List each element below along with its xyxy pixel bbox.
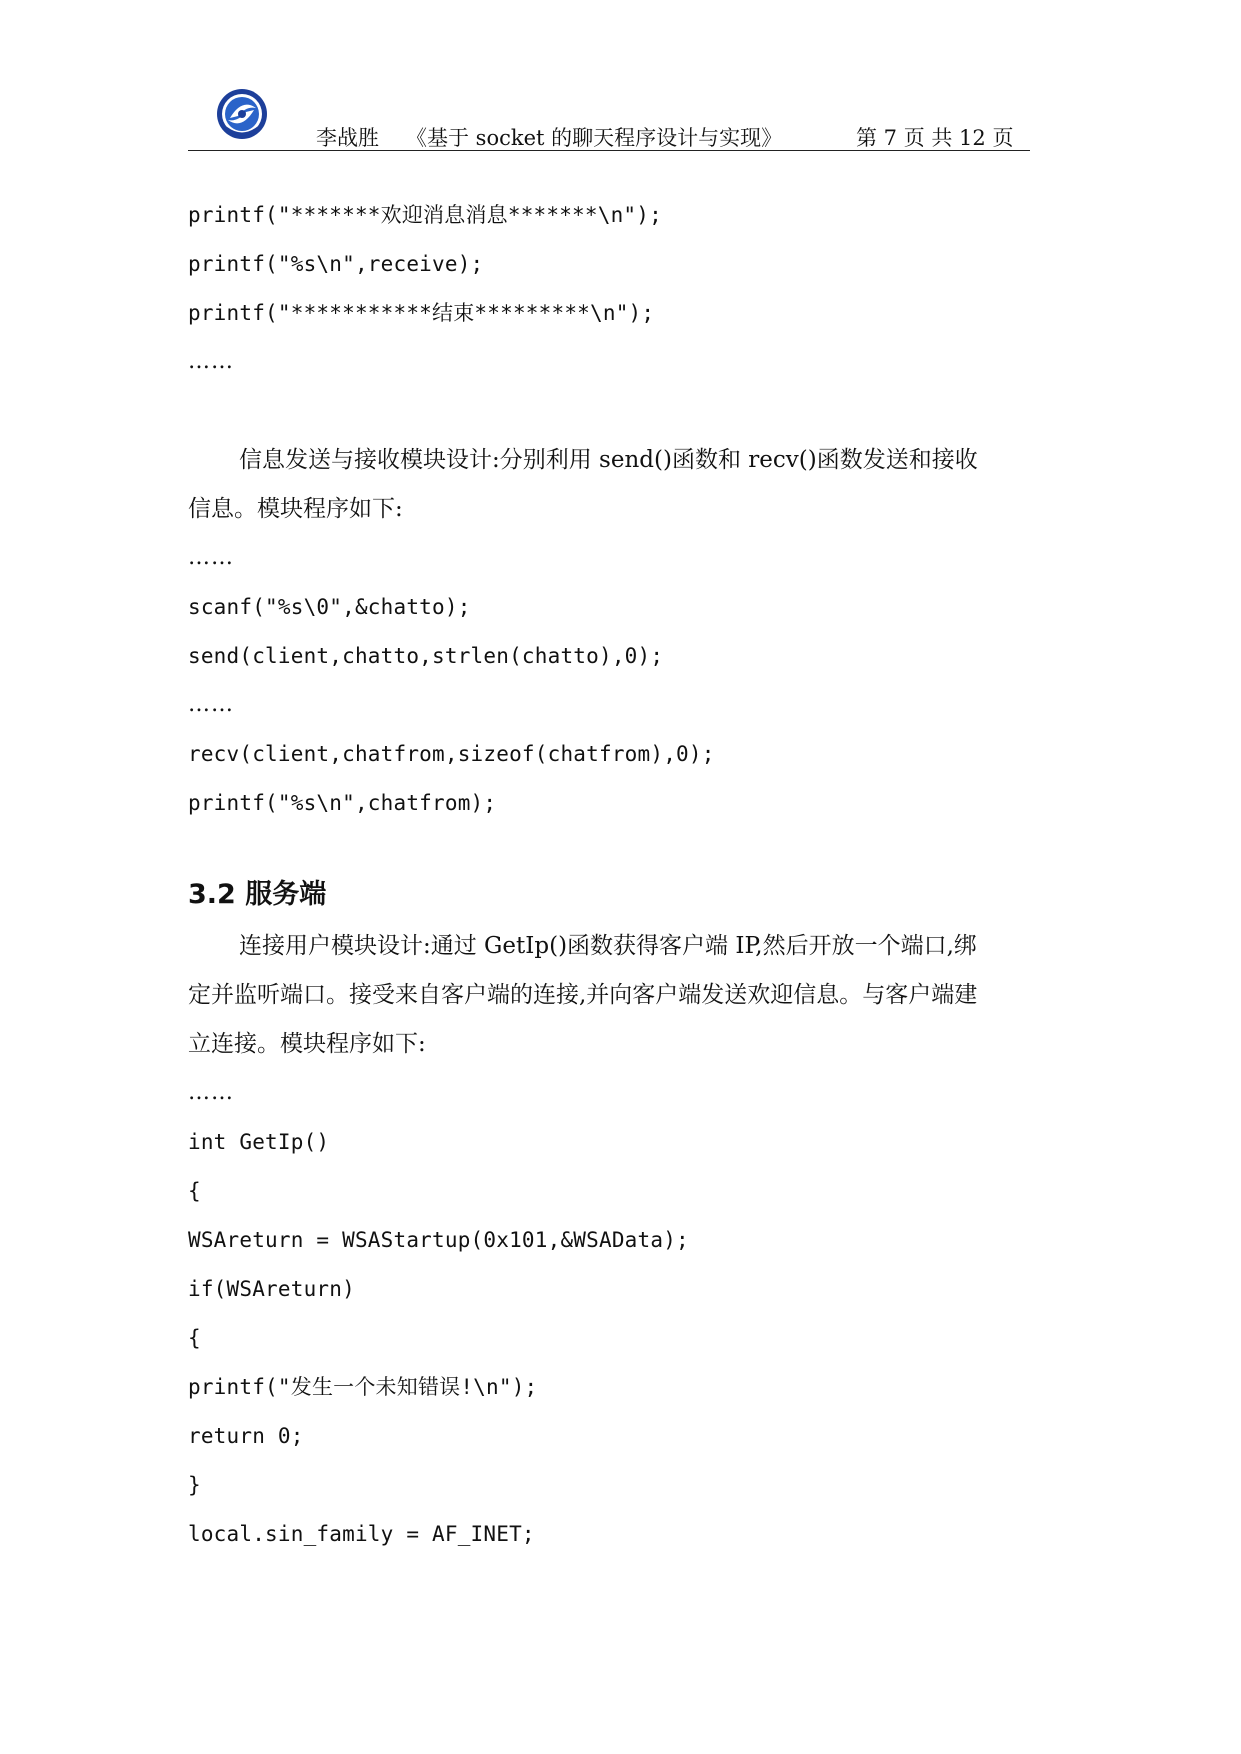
code-line: printf("*******欢迎消息消息*******\n");	[188, 203, 662, 227]
paragraph-line: 连接用户模块设计:通过 GetIp()函数获得客户端 IP,然后开放一个端口,绑	[239, 933, 977, 959]
code-line: {	[188, 1326, 201, 1350]
ellipsis-line: ……	[188, 1080, 234, 1105]
code-line: recv(client,chatfrom,sizeof(chatfrom),0);	[188, 742, 715, 766]
code-line: int GetIp()	[188, 1130, 330, 1154]
code-line: printf("发生一个未知错误!\n");	[188, 1375, 538, 1399]
paragraph-line: 信息发送与接收模块设计:分别利用 send()函数和 recv()函数发送和接收	[239, 447, 978, 473]
code-line: local.sin_family = AF_INET;	[188, 1522, 535, 1546]
header-author: 李战胜	[316, 126, 379, 150]
paragraph-line: 立连接。模块程序如下:	[188, 1031, 426, 1057]
ellipsis-line: ……	[188, 692, 234, 717]
code-line: return 0;	[188, 1424, 304, 1448]
code-line: if(WSAreturn)	[188, 1277, 355, 1301]
code-line: printf("%s\n",chatfrom);	[188, 791, 497, 815]
section-heading: 3.2 服务端	[188, 879, 327, 910]
code-line: scanf("%s\0",&chatto);	[188, 595, 471, 619]
ellipsis-line: ……	[188, 545, 234, 570]
document-body	[188, 196, 1058, 1564]
page-header	[188, 84, 1030, 150]
code-line: WSAreturn = WSAStartup(0x101,&WSAData);	[188, 1228, 689, 1252]
code-line: printf("%s\n",receive);	[188, 252, 484, 276]
paragraph-line: 信息。模块程序如下:	[188, 496, 403, 522]
code-line: }	[188, 1473, 201, 1497]
code-line: send(client,chatto,strlen(chatto),0);	[188, 644, 664, 668]
header-title: 《基于 socket 的聊天程序设计与实现》	[406, 126, 783, 150]
header-rule	[188, 150, 1030, 151]
spacer	[188, 833, 1058, 863]
spacer	[188, 392, 1058, 441]
ellipsis-line: ……	[188, 349, 234, 374]
code-line: printf("***********结束*********\n");	[188, 301, 655, 325]
code-line: {	[188, 1179, 201, 1203]
paragraph-line: 定并监听端口。接受来自客户端的连接,并向客户端发送欢迎信息。与客户端建	[188, 982, 978, 1008]
header-page-number: 第 7 页 共 12 页	[856, 126, 1014, 150]
